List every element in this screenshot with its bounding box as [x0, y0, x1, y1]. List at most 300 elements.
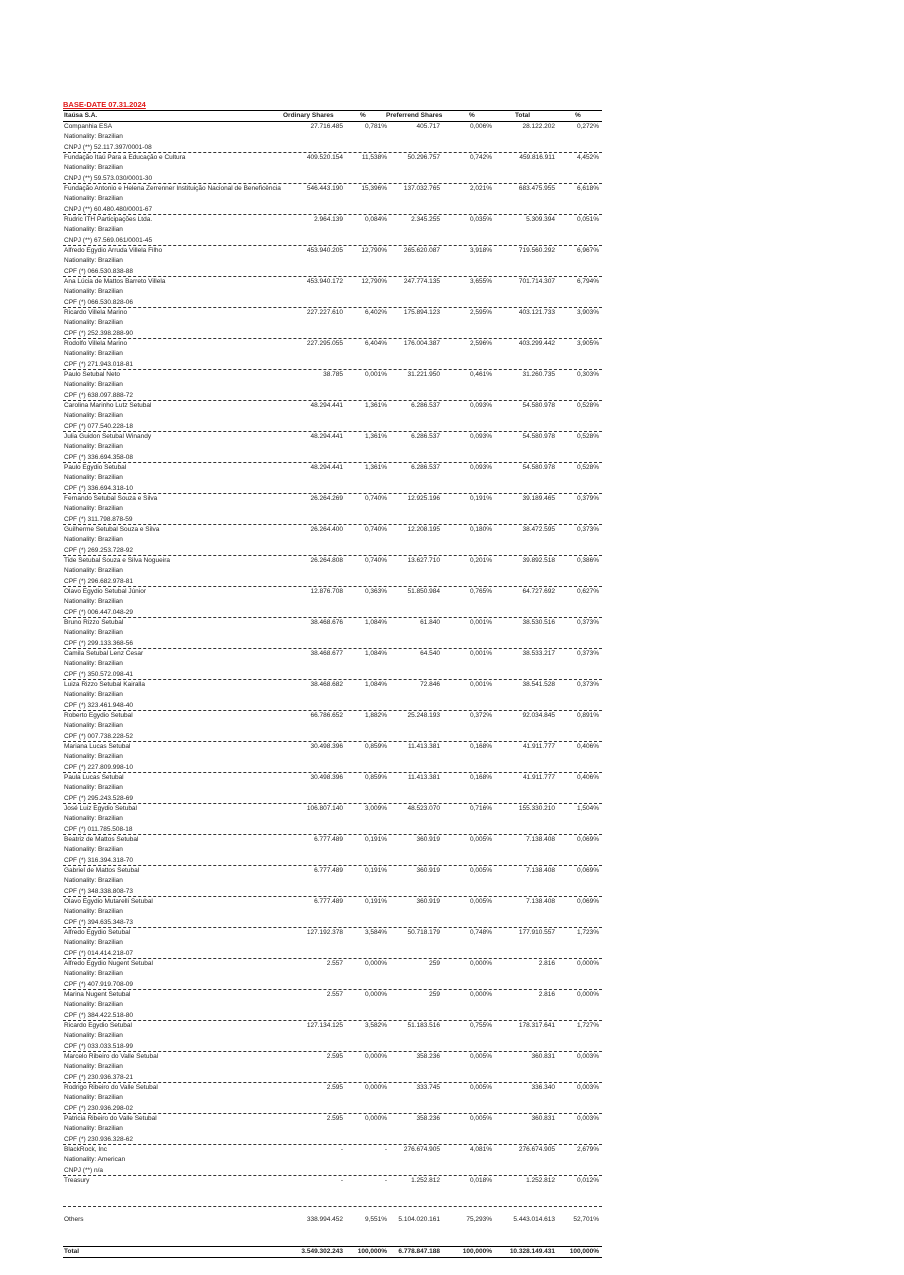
preferred-pct: 0,001%: [469, 619, 492, 626]
ordinary-shares: 2.557: [326, 991, 343, 998]
total-pct: 0,373%: [576, 526, 599, 533]
ordinary-shares: 27.716.485: [310, 123, 343, 130]
others-total: 5.443.014.613: [513, 1216, 555, 1223]
shareholder-name: Rodrigo Ribeiro do Valle Setubal: [64, 1084, 158, 1091]
ordinary-pct: 0,740%: [364, 526, 387, 533]
shareholder-nationality: Nationality: Brazilian: [64, 815, 123, 822]
ordinary-pct: 0,000%: [364, 960, 387, 967]
shareholder-tax-id: CPF (*) 006.447.048-29: [64, 608, 134, 616]
total-pct: 1,727%: [576, 1022, 599, 1029]
ordinary-pct: 0,859%: [364, 774, 387, 781]
total-pct: 6,618%: [576, 185, 599, 192]
preferred-shares: 259: [429, 960, 440, 967]
preferred-shares: 31.221.950: [407, 371, 440, 378]
total-pct: 0,069%: [576, 836, 599, 843]
preferred-shares: 64.540: [420, 650, 440, 657]
shareholder-name: Paulo Setubal Neto: [64, 371, 121, 378]
ordinary-pct: 12,790%: [361, 278, 387, 285]
shareholder-row: [63, 339, 602, 370]
shareholder-nationality: Nationality: Brazilian: [64, 753, 123, 760]
shareholder-row: [63, 866, 602, 897]
shareholder-tax-id: CPF (*) 014.414.218-07: [64, 949, 134, 957]
shareholder-tax-id: CPF (*) 252.398.288-90: [64, 329, 134, 337]
preferred-shares: 176.004.387: [403, 340, 440, 347]
ordinary-pct: 0,740%: [364, 495, 387, 502]
preferred-shares: 25.248.193: [407, 712, 440, 719]
shareholder-tax-id: CPF (*) 316.394.318-70: [64, 856, 134, 864]
total-pct: 0,627%: [576, 588, 599, 595]
ordinary-shares: 227.227.610: [306, 309, 343, 316]
preferred-pct: 0,168%: [469, 743, 492, 750]
shareholder-name: José Luiz Egydio Setubal: [64, 805, 137, 812]
shareholder-row: [63, 122, 602, 153]
total-shares: 336.340: [531, 1084, 555, 1091]
preferred-shares: 6.286.537: [411, 464, 440, 471]
preferred-pct: 0,742%: [469, 154, 492, 161]
ordinary-pct: 1,361%: [364, 464, 387, 471]
ordinary-shares: -: [340, 1177, 343, 1184]
ordinary-shares: 6.777.489: [314, 836, 343, 843]
shareholder-nationality: Nationality: American: [64, 1156, 126, 1163]
ordinary-shares: 26.264.808: [310, 557, 343, 564]
shareholder-nationality: Nationality: Brazilian: [64, 784, 123, 791]
ordinary-pct: 1,084%: [364, 619, 387, 626]
shareholder-nationality: Nationality: Brazilian: [64, 288, 123, 295]
shareholder-row: [63, 618, 602, 649]
ordinary-pct: 1,084%: [364, 650, 387, 657]
shareholder-nationality: Nationality: Brazilian: [64, 412, 123, 419]
total-pct: 0,891%: [576, 712, 599, 719]
ordinary-pct: 6,404%: [364, 340, 387, 347]
shareholder-nationality: Nationality: Brazilian: [64, 629, 123, 636]
shareholder-nationality: Nationality: Brazilian: [64, 505, 123, 512]
total-total-pct: 100,000%: [569, 1248, 599, 1255]
shareholder-name: Alfredo Egydio Arruda Villela Filho: [64, 247, 163, 254]
shareholder-name: Patricia Ribeiro do Valle Setubal: [64, 1115, 157, 1122]
preferred-pct: 0,093%: [469, 402, 492, 409]
total-shares: 7.138.408: [526, 836, 555, 843]
total-pct: 2,679%: [576, 1146, 599, 1153]
header-ordinary-pct: %: [360, 112, 366, 119]
shareholder-row: [63, 308, 602, 339]
shareholder-name: Camila Setubal Lenz Cesar: [64, 650, 144, 657]
total-pct: 0,003%: [576, 1053, 599, 1060]
ordinary-pct: 0,001%: [364, 371, 387, 378]
preferred-shares: 259: [429, 991, 440, 998]
others-ordinary-pct: 9,551%: [364, 1216, 387, 1223]
total-shares: 38.472.595: [522, 526, 555, 533]
shareholder-name: BlackRock, Inc: [64, 1146, 107, 1153]
total-shares: 39.892.518: [522, 557, 555, 564]
ordinary-shares: 2.595: [326, 1084, 343, 1091]
ordinary-shares: 2.964.139: [314, 216, 343, 223]
total-shares: 360.831: [531, 1053, 555, 1060]
header-preferred-pct: %: [469, 112, 475, 119]
shareholder-nationality: Nationality: Brazilian: [64, 691, 123, 698]
ordinary-pct: 0,000%: [364, 1115, 387, 1122]
total-ordinary: 3.549.302.243: [301, 1248, 343, 1255]
preferred-pct: 0,765%: [469, 588, 492, 595]
shareholder-name: Ricardo Villela Marino: [64, 309, 128, 316]
total-pct: 3,905%: [576, 340, 599, 347]
shareholder-name: Alfredo Egydio Setubal: [64, 929, 131, 936]
shareholder-row: [63, 463, 602, 494]
total-pct: 0,272%: [576, 123, 599, 130]
shareholder-row: [63, 246, 602, 277]
ordinary-pct: 3,009%: [364, 805, 387, 812]
preferred-shares: 51.183.516: [407, 1022, 440, 1029]
ordinary-shares: 30.498.396: [310, 743, 343, 750]
total-pct: 0,528%: [576, 402, 599, 409]
total-pct: 0,528%: [576, 433, 599, 440]
shareholder-tax-id: CPF (*) 230.936.298-02: [64, 1104, 134, 1112]
shareholder-name: Mariana Lucas Setubal: [64, 743, 131, 750]
shareholder-tax-id: CPF (*) 311.798.878-59: [64, 515, 133, 523]
shareholder-nationality: Nationality: Brazilian: [64, 133, 123, 140]
total-shares: 459.816.911: [519, 154, 555, 161]
shareholder-name: Treasury: [64, 1177, 90, 1184]
shareholder-nationality: Nationality: Brazilian: [64, 722, 123, 729]
total-shares: 403.121.733: [518, 309, 555, 316]
shareholder-row: [63, 773, 602, 804]
shareholder-tax-id: CPF (*) 296.682.978-81: [64, 577, 134, 585]
ordinary-pct: 1,361%: [364, 433, 387, 440]
preferred-shares: 50.296.757: [407, 154, 440, 161]
shareholder-nationality: Nationality: Brazilian: [64, 846, 123, 853]
preferred-pct: 0,006%: [469, 123, 492, 130]
shareholder-nationality: Nationality: Brazilian: [64, 474, 123, 481]
ordinary-pct: 3,582%: [364, 1022, 387, 1029]
ordinary-shares: 409.520.154: [306, 154, 343, 161]
shareholder-nationality: Nationality: Brazilian: [64, 1094, 123, 1101]
total-shares: 360.831: [531, 1115, 555, 1122]
preferred-pct: 0,005%: [469, 1053, 492, 1060]
total-pct: 0,303%: [576, 371, 599, 378]
shareholder-row: [63, 1052, 602, 1083]
shareholder-name: Paula Lucas Setubal: [64, 774, 124, 781]
ordinary-shares: 453.940.205: [306, 247, 343, 254]
shareholder-tax-id: CPF (*) 066.530.828-06: [64, 298, 134, 306]
shareholder-row: [63, 525, 602, 556]
shareholder-row: [63, 1021, 602, 1052]
preferred-pct: 0,180%: [469, 526, 492, 533]
ordinary-shares: 2.557: [326, 960, 343, 967]
header-ordinary-shares: Ordinary Shares: [283, 112, 334, 119]
shareholder-name: Roberto Egydio Setubal: [64, 712, 133, 719]
ordinary-shares: 546.443.190: [306, 185, 343, 192]
ordinary-shares: 48.294.441: [310, 433, 343, 440]
total-pct: 0,406%: [576, 774, 599, 781]
ordinary-shares: 127.134.125: [306, 1022, 343, 1029]
total-shares: 64.727.692: [522, 588, 555, 595]
total-shares: 5.309.394: [526, 216, 555, 223]
total-pct: 0,051%: [576, 216, 599, 223]
ordinary-shares: -: [340, 1146, 343, 1153]
total-total: 10.328.149.431: [509, 1248, 555, 1255]
total-shares: 54.580.978: [522, 464, 555, 471]
row-divider: [63, 1206, 602, 1207]
preferred-shares: 11.413.381: [407, 743, 440, 750]
shareholder-nationality: Nationality: Brazilian: [64, 1032, 123, 1039]
preferred-shares: 12.208.195: [407, 526, 440, 533]
shareholder-name: Rodolfo Villela Marino: [64, 340, 128, 347]
ordinary-shares: 26.264.269: [310, 495, 343, 502]
ordinary-pct: 0,000%: [364, 1053, 387, 1060]
ordinary-pct: 11,538%: [361, 154, 387, 161]
shareholder-name: Olavo Egydio Setubal Júnior: [64, 588, 147, 595]
ordinary-shares: 453.940.172: [306, 278, 343, 285]
ordinary-pct: 0,191%: [364, 867, 387, 874]
shareholder-tax-id: CPF (*) 350.572.098-41: [64, 670, 134, 678]
total-shares: 177.910.557: [518, 929, 555, 936]
shareholder-name: Tide Setubal Souza e Silva Nogueira: [64, 557, 170, 564]
header-preferred-shares: Preferrend Shares: [386, 112, 443, 119]
shareholder-tax-id: CPF (*) 077.540.228-18: [64, 422, 134, 430]
preferred-shares: 333.745: [416, 1084, 440, 1091]
preferred-pct: 0,093%: [469, 464, 492, 471]
preferred-pct: 0,748%: [469, 929, 492, 936]
preferred-shares: 265.620.087: [403, 247, 440, 254]
ordinary-pct: -: [384, 1177, 387, 1184]
total-row: [63, 1246, 602, 1258]
preferred-pct: 0,201%: [469, 557, 492, 564]
preferred-shares: 358.236: [416, 1115, 440, 1122]
shareholder-name: Guilherme Setubal Souza e Silva: [64, 526, 160, 533]
shareholder-nationality: Nationality: Brazilian: [64, 350, 123, 357]
total-pct: 0,003%: [576, 1115, 599, 1122]
total-shares: 54.580.978: [522, 402, 555, 409]
shareholder-row: [63, 1176, 602, 1207]
ordinary-pct: 0,740%: [364, 557, 387, 564]
shareholder-name: Alfredo Egydio Nugent Setubal: [64, 960, 153, 967]
ordinary-pct: 1,084%: [364, 681, 387, 688]
shareholder-tax-id: CPF (*) 323.461.948-40: [64, 701, 134, 709]
ordinary-shares: 127.192.378: [306, 929, 343, 936]
shareholder-name: Fernando Setubal Souza e Silva: [64, 495, 158, 502]
shareholder-row: [63, 494, 602, 525]
ordinary-shares: 48.294.441: [310, 464, 343, 471]
preferred-pct: 0,461%: [469, 371, 492, 378]
shareholder-tax-id: CPF (*) 394.635.348-73: [64, 918, 134, 926]
preferred-shares: 72.846: [420, 681, 440, 688]
preferred-shares: 175.894.123: [403, 309, 440, 316]
preferred-pct: 4,081%: [469, 1146, 492, 1153]
total-shares: 2.816: [538, 960, 555, 967]
total-shares: 28.122.202: [522, 123, 555, 130]
others-label: Others: [64, 1216, 84, 1223]
shareholder-nationality: Nationality: Brazilian: [64, 164, 123, 171]
ordinary-shares: 6.777.489: [314, 867, 343, 874]
header-company: Itaúsa S.A.: [64, 112, 98, 119]
shareholder-nationality: Nationality: Brazilian: [64, 567, 123, 574]
shareholder-tax-id: CPF (*) 271.943.018-81: [64, 360, 134, 368]
shareholder-nationality: Nationality: Brazilian: [64, 257, 123, 264]
total-pct: 0,003%: [576, 1084, 599, 1091]
preferred-pct: 0,001%: [469, 650, 492, 657]
total-shares: 155.330.210: [518, 805, 555, 812]
total-pct: 6,794%: [576, 278, 599, 285]
shareholder-tax-id: CPF (*) 033.033.518-99: [64, 1042, 134, 1050]
preferred-shares: 358.236: [416, 1053, 440, 1060]
table-header: [63, 110, 602, 122]
ordinary-pct: 0,084%: [364, 216, 387, 223]
preferred-shares: 13.627.710: [407, 557, 440, 564]
shareholder-tax-id: CNPJ (**) 59.573.030/0001-30: [64, 174, 153, 182]
preferred-pct: 2,596%: [469, 340, 492, 347]
total-ordinary-pct: 100,000%: [357, 1248, 387, 1255]
ordinary-shares: 30.498.396: [310, 774, 343, 781]
ordinary-pct: -: [384, 1146, 387, 1153]
shareholder-tax-id: CPF (*) 007.738.228-52: [64, 732, 134, 740]
shareholder-nationality: Nationality: Brazilian: [64, 536, 123, 543]
total-pct: 6,967%: [576, 247, 599, 254]
shareholder-row: [63, 649, 602, 680]
ordinary-pct: 0,781%: [364, 123, 387, 130]
ordinary-shares: 2.595: [326, 1115, 343, 1122]
total-shares: 39.189.465: [522, 495, 555, 502]
shareholder-row: [63, 1114, 602, 1145]
shareholder-tax-id: CPF (*) 269.253.728-92: [64, 546, 134, 554]
ordinary-pct: 3,584%: [364, 929, 387, 936]
shareholder-nationality: Nationality: Brazilian: [64, 195, 123, 202]
shareholder-row: [63, 432, 602, 463]
shareholder-tax-id: CPF (*) 227.809.998-10: [64, 763, 134, 771]
preferred-shares: 360.919: [416, 898, 440, 905]
total-shares: 7.138.408: [526, 867, 555, 874]
ordinary-pct: 12,790%: [361, 247, 387, 254]
preferred-pct: 0,372%: [469, 712, 492, 719]
total-pct: 0,406%: [576, 743, 599, 750]
shareholder-nationality: Nationality: Brazilian: [64, 226, 123, 233]
preferred-pct: 0,000%: [469, 991, 492, 998]
shareholder-row: [63, 928, 602, 959]
shareholder-row: [63, 1145, 602, 1176]
shareholder-tax-id: CNPJ (**) 67.569.061/0001-45: [64, 236, 153, 244]
ordinary-pct: 1,882%: [364, 712, 387, 719]
preferred-shares: 360.919: [416, 867, 440, 874]
ordinary-shares: 38.468.682: [310, 681, 343, 688]
ordinary-shares: 2.595: [326, 1053, 343, 1060]
total-pct: 0,528%: [576, 464, 599, 471]
shareholder-nationality: Nationality: Brazilian: [64, 319, 123, 326]
total-shares: 2.816: [538, 991, 555, 998]
preferred-shares: 11.413.381: [407, 774, 440, 781]
shareholder-name: Ana Lúcia de Mattos Barreto Villela: [64, 278, 166, 285]
total-label: Total: [64, 1248, 80, 1255]
shareholder-name: Carolina Marinho Lutz Setubal: [64, 402, 152, 409]
total-shares: 41.911.777: [522, 743, 555, 750]
preferred-shares: 61.840: [420, 619, 440, 626]
preferred-pct: 0,191%: [469, 495, 492, 502]
total-pct: 0,386%: [576, 557, 599, 564]
preferred-shares: 50.718.179: [407, 929, 440, 936]
shareholder-row: [63, 897, 602, 928]
total-shares: 7.138.408: [526, 898, 555, 905]
total-preferred: 6.778.847.188: [398, 1248, 440, 1255]
total-pct: 0,379%: [576, 495, 599, 502]
total-pct: 0,069%: [576, 898, 599, 905]
preferred-shares: 247.774.135: [403, 278, 440, 285]
preferred-shares: 6.286.537: [411, 402, 440, 409]
shareholder-nationality: Nationality: Brazilian: [64, 877, 123, 884]
shareholder-row: [63, 587, 602, 618]
shareholder-name: Bruno Rizzo Setubal: [64, 619, 124, 626]
shareholder-name: Fundação Itaú Para a Educação e Cultura: [64, 154, 186, 161]
others-preferred: 5.104.020.161: [398, 1216, 440, 1223]
shareholder-name: Julia Guidon Setubal Winandy: [64, 433, 152, 440]
total-shares: 1.252.812: [526, 1177, 555, 1184]
ordinary-pct: 0,363%: [364, 588, 387, 595]
shareholder-name: Paulo Egydio Setubal: [64, 464, 127, 471]
preferred-shares: 2.345.255: [411, 216, 440, 223]
total-pct: 0,000%: [576, 991, 599, 998]
others-preferred-pct: 75,293%: [466, 1216, 492, 1223]
ordinary-shares: 48.294.441: [310, 402, 343, 409]
shareholder-name: Luiza Rizzo Setubal Kairalla: [64, 681, 145, 688]
shareholder-nationality: Nationality: Brazilian: [64, 970, 123, 977]
shareholder-tax-id: CPF (*) 011.785.508-18: [64, 825, 133, 833]
total-shares: 92.034.845: [522, 712, 555, 719]
shareholder-tax-id: CNPJ (**) n/a: [64, 1166, 104, 1174]
ordinary-pct: 6,402%: [364, 309, 387, 316]
ordinary-shares: 38.468.677: [310, 650, 343, 657]
others-row: [63, 1215, 602, 1229]
shareholder-row: [63, 153, 602, 184]
others-ordinary: 338.994.452: [306, 1216, 343, 1223]
shareholder-name: Ricardo Egydio Setubal: [64, 1022, 132, 1029]
total-pct: 0,373%: [576, 650, 599, 657]
shareholder-tax-id: CPF (*) 336.694.358-08: [64, 453, 134, 461]
shareholder-row: [63, 556, 602, 587]
shareholder-name: Gabriel de Mattos Setubal: [64, 867, 140, 874]
preferred-pct: 0,005%: [469, 836, 492, 843]
shareholder-tax-id: CPF (*) 230.936.328-62: [64, 1135, 134, 1143]
total-shares: 403.299.442: [518, 340, 555, 347]
ordinary-shares: 38.468.676: [310, 619, 343, 626]
ordinary-shares: 26.264.400: [310, 526, 343, 533]
shareholder-tax-id: CPF (*) 230.936.378-21: [64, 1073, 134, 1081]
preferred-pct: 0,035%: [469, 216, 492, 223]
total-shares: 701.714.307: [518, 278, 555, 285]
base-date: BASE-DATE 07.31.2024: [63, 100, 146, 109]
shareholder-name: Rudric ITH Participações Ltda.: [64, 216, 153, 223]
ordinary-shares: 227.295.055: [306, 340, 343, 347]
total-shares: 683.475.955: [518, 185, 555, 192]
shareholder-tax-id: CPF (*) 295.243.528-69: [64, 794, 134, 802]
total-shares: 38.530.516: [522, 619, 555, 626]
shareholder-row: [63, 835, 602, 866]
shareholder-tax-id: CPF (*) 638.097.888-72: [64, 391, 134, 399]
total-pct: 0,373%: [576, 619, 599, 626]
shareholder-name: Beatriz de Mattos Setubal: [64, 836, 139, 843]
shareholder-tax-id: CNPJ (**) 60.480.480/0001-67: [64, 205, 153, 213]
shareholder-nationality: Nationality: Brazilian: [64, 939, 123, 946]
preferred-shares: 48.523.070: [407, 805, 440, 812]
shareholder-tax-id: CPF (*) 407.919.708-09: [64, 980, 134, 988]
total-pct: 0,069%: [576, 867, 599, 874]
preferred-shares: 51.850.984: [407, 588, 440, 595]
shareholder-nationality: Nationality: Brazilian: [64, 1001, 123, 1008]
shareholder-row: [63, 401, 602, 432]
ordinary-shares: 38.785: [323, 371, 343, 378]
shareholder-tax-id: CPF (*) 066.530.838-88: [64, 267, 134, 275]
ordinary-pct: 0,000%: [364, 1084, 387, 1091]
ordinary-pct: 1,361%: [364, 402, 387, 409]
shareholder-row: [63, 680, 602, 711]
shareholder-row: [63, 990, 602, 1021]
shareholder-nationality: Nationality: Brazilian: [64, 1063, 123, 1070]
ordinary-pct: 0,191%: [364, 836, 387, 843]
